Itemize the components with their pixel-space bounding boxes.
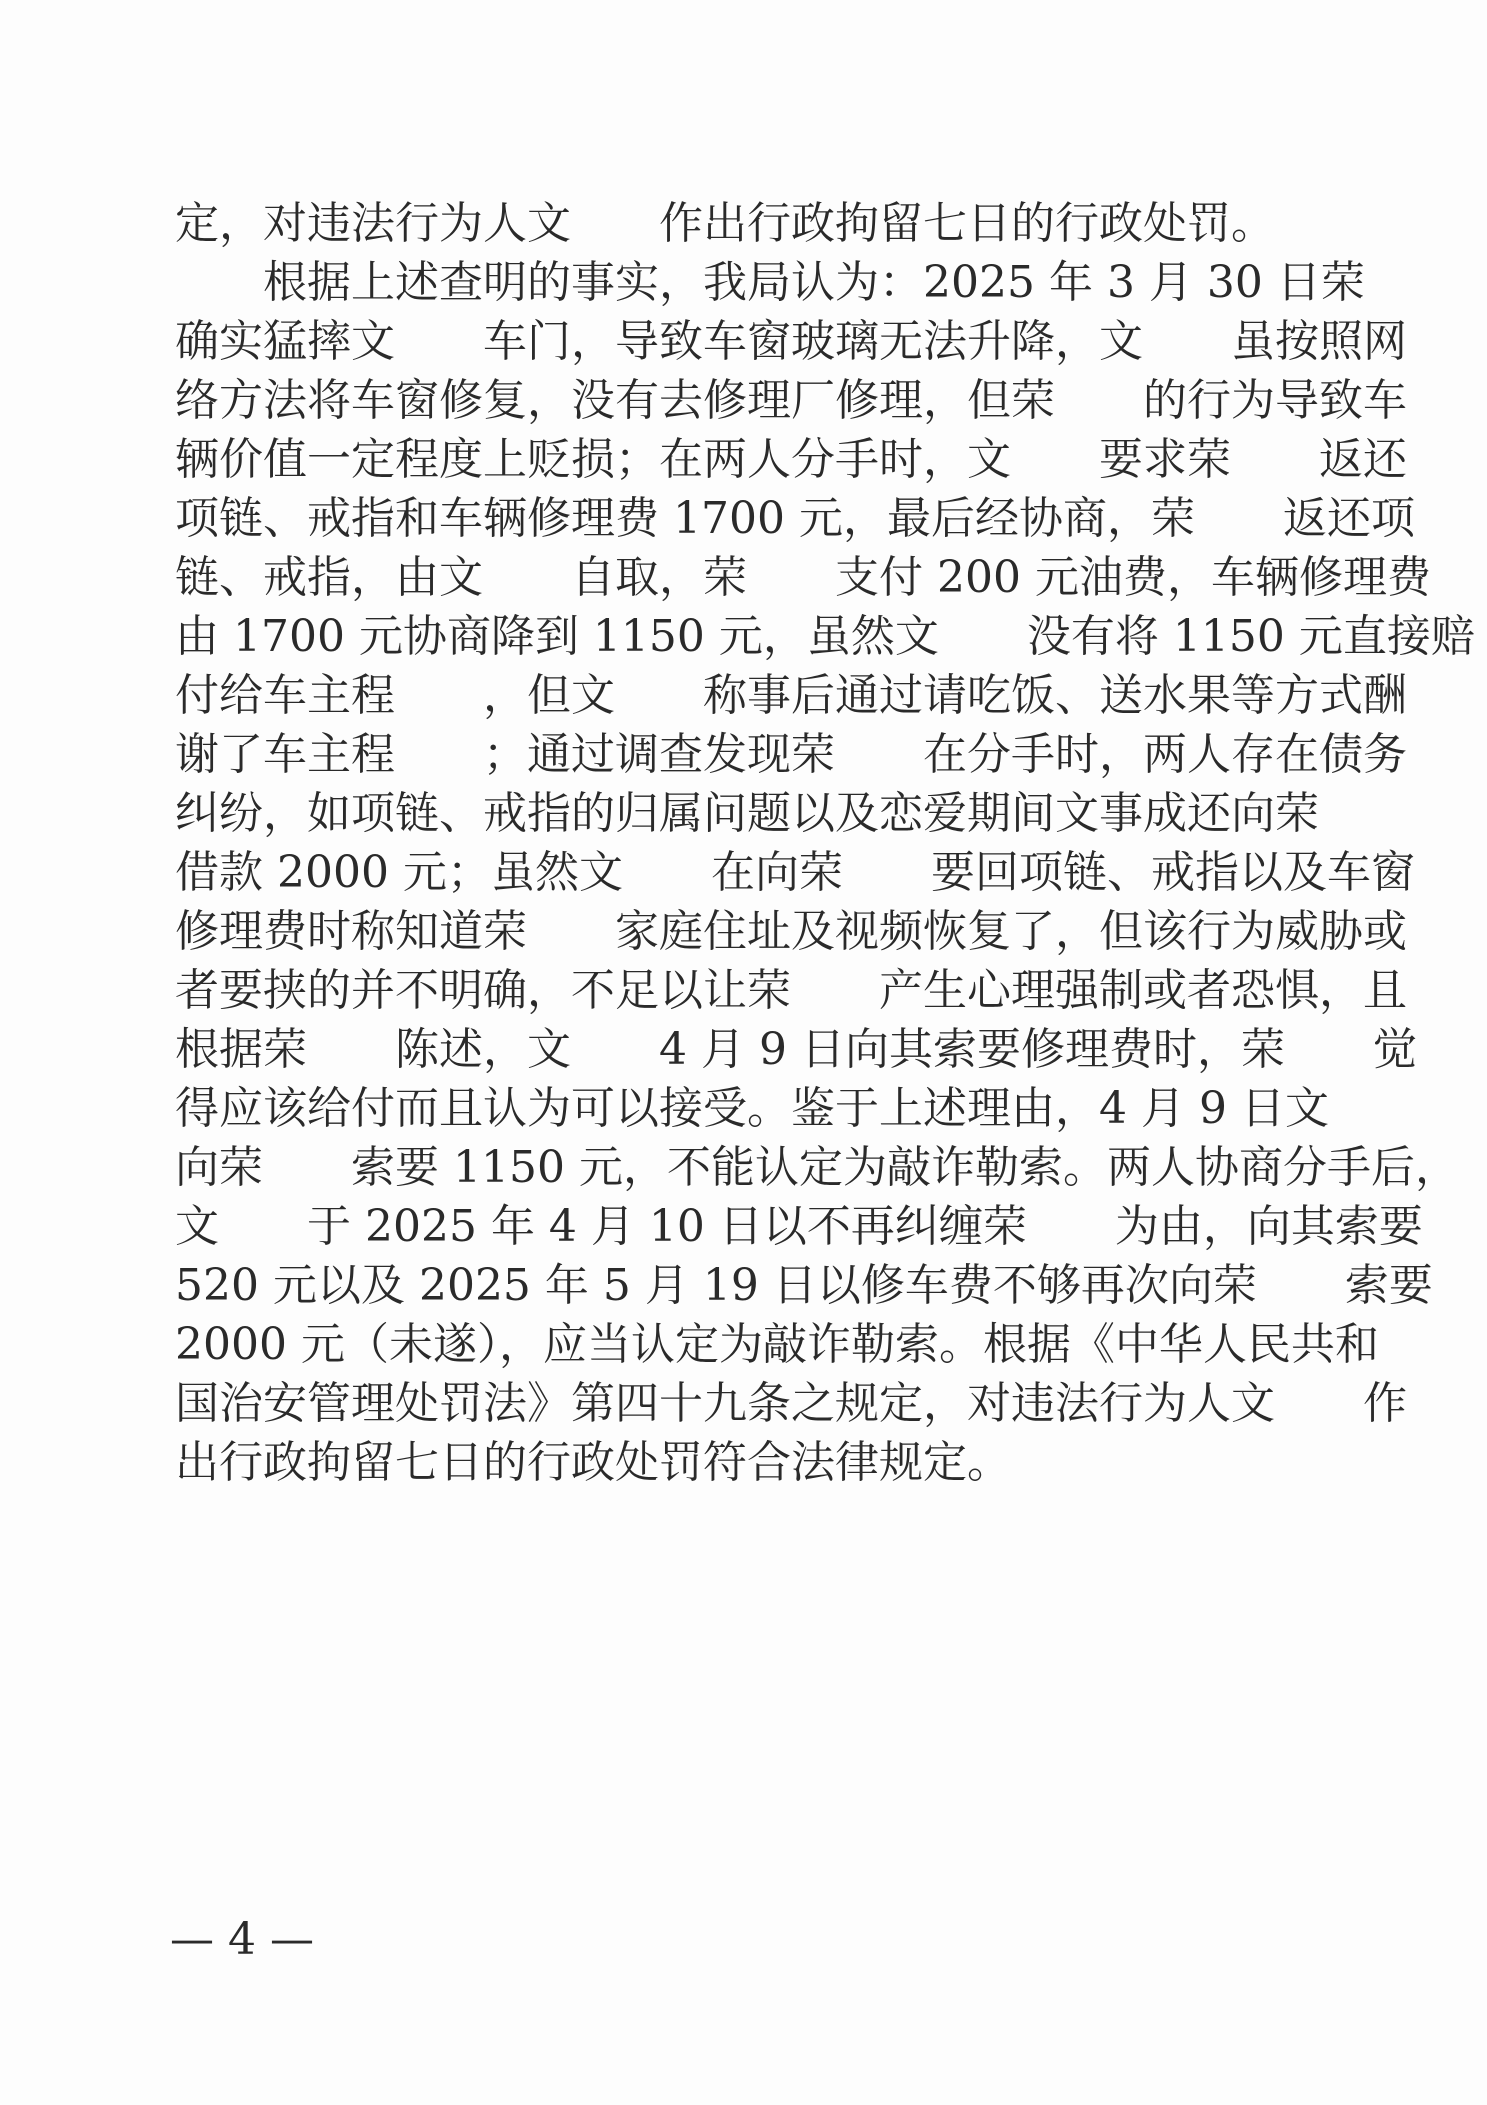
text-line: 修理费时称知道荣 家庭住址及视频恢复了，但该行为威胁或: [175, 906, 1407, 957]
text-line: 链、戒指，由文 自取，荣 支付 200 元油费，车辆修理费: [175, 552, 1431, 603]
text-line: 520 元以及 2025 年 5 月 19 日以修车费不够再次向荣 索要: [175, 1260, 1433, 1311]
text-line: 国治安管理处罚法》第四十九条之规定，对违法行为人文 作: [175, 1378, 1407, 1429]
text-line: 出行政拘留七日的行政处罚符合法律规定。: [175, 1437, 1011, 1488]
text-line: 根据上述查明的事实，我局认为：2025 年 3 月 30 日荣: [175, 257, 1365, 308]
text-line: 确实猛摔文 车门，导致车窗玻璃无法升降，文 虽按照网: [175, 316, 1407, 367]
page-number: — 4 —: [170, 1914, 314, 1965]
text-line: 纠纷，如项链、戒指的归属问题以及恋爱期间文事成还向荣: [175, 788, 1319, 839]
text-line: 络方法将车窗修复，没有去修理厂修理，但荣 的行为导致车: [175, 375, 1407, 426]
text-line: 者要挟的并不明确，不足以让荣 产生心理强制或者恐惧，且: [175, 965, 1407, 1016]
text-line: 根据荣 陈述，文 4 月 9 日向其索要修理费时，荣 觉: [175, 1024, 1417, 1075]
text-line: 项链、戒指和车辆修理费 1700 元，最后经协商，荣 返还项: [175, 493, 1415, 544]
text-line: 辆价值一定程度上贬损；在两人分手时，文 要求荣 返还: [175, 434, 1407, 485]
text-line: 谢了车主程 ；通过调查发现荣 在分手时，两人存在债务: [175, 729, 1407, 780]
text-line: 2000 元（未遂），应当认定为敲诈勒索。根据《中华人民共和: [175, 1319, 1379, 1370]
text-line: 向荣 索要 1150 元，不能认定为敲诈勒索。两人协商分手后，: [175, 1142, 1459, 1193]
text-line: 由 1700 元协商降到 1150 元，虽然文 没有将 1150 元直接赔: [175, 611, 1475, 662]
text-line: 文 于 2025 年 4 月 10 日以不再纠缠荣 为由，向其索要: [175, 1201, 1423, 1252]
text-line: 付给车主程 ，但文 称事后通过请吃饭、送水果等方式酬: [175, 670, 1407, 721]
text-line: 定，对违法行为人文 作出行政拘留七日的行政处罚。: [175, 198, 1275, 249]
text-line: 得应该给付而且认为可以接受。鉴于上述理由，4 月 9 日文: [175, 1083, 1329, 1134]
text-line: 借款 2000 元；虽然文 在向荣 要回项链、戒指以及车窗: [175, 847, 1415, 898]
